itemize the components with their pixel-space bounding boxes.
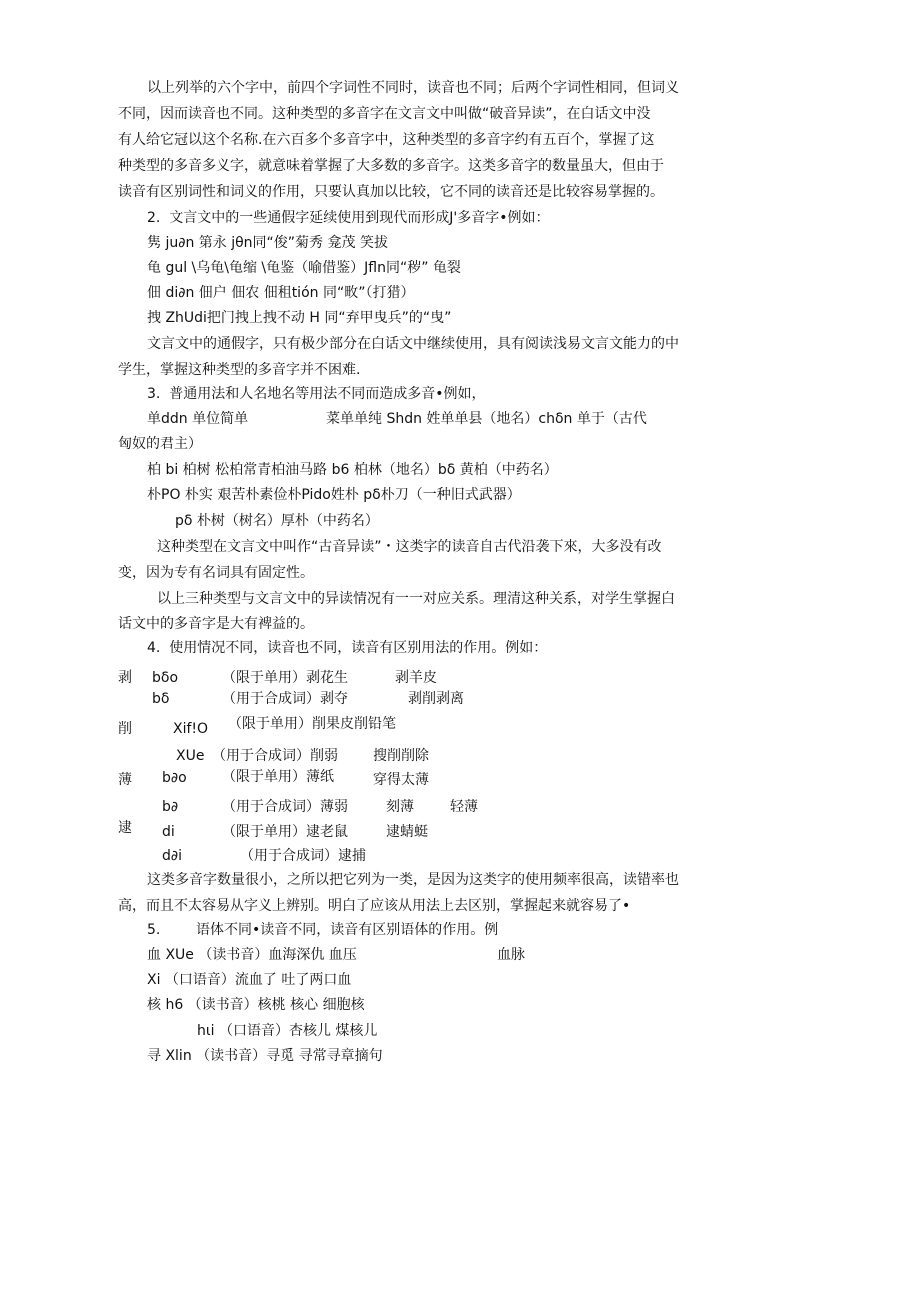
example: 穿得太薄 [373,772,429,788]
headword: 剥 [118,670,132,686]
list-item: Xi （口语音）流血了 吐了两口血 [147,972,352,988]
list-item: 核 h6 （读书音）核桃 核心 细胞核 [147,997,365,1013]
usage: （用于合成词）逮捕 [240,848,366,864]
paragraph-line: 变，因为专有名词具有固定性。 [118,565,314,581]
paragraph-line: 读音有区别词性和词义的作用，只要认真加以比较，它不同的读音还是比较容易掌握的。 [118,184,664,200]
pinyin: bδ [152,691,170,707]
headword: 逮 [118,820,132,836]
list-item: 单ddn 单位简单 [147,411,249,427]
pinyin: Xif!O [173,721,209,737]
list-item: 血 XUe （读书音）血海深仇 血压 [147,947,357,963]
example: 血脉 [497,947,525,963]
list-item: 龟 gul \乌龟\龟缩 \龟鉴（喻借鉴）Jfln同“秽” 龟裂 [147,260,461,276]
usage: （用于合成词）薄弱 [222,799,348,815]
example: 逮蜻蜓 [386,824,428,840]
pinyin: b∂o [162,770,187,786]
list-item: 拽 ZhUdi把门拽上拽不动 H 同“弃甲曳兵”的“曳” [147,310,452,326]
headword: 削 [118,721,132,737]
paragraph-line: 有人给它冠以这个名称.在六百多个多音字中，这种类型的多音字约有五百个，掌握了这 [118,132,655,148]
section-heading: 2. 文言文中的一些通假字延续使用到现代而形成J'多音字•例如： [147,210,550,226]
section-number: 5. [147,922,161,938]
pinyin: d∂i [162,848,183,864]
example: 刻薄 [386,799,414,815]
section-heading: 3. 普通用法和人名地名等用法不同而造成多音•例如， [147,386,486,402]
paragraph-line: 种类型的多音多义字，就意味着掌握了大多数的多音字。这类多音字的数量虽大，但由于 [118,158,664,174]
pinyin: di [162,824,175,840]
list-item: 菜单单纯 Shdn 姓单单县（地名）chδn 单于（古代 [326,411,647,427]
usage: （限于单用）削果皮削铅笔 [228,716,396,732]
usage: （用于合成词）削弱 [212,748,338,764]
list-item: 匈奴的君主） [118,436,202,452]
example: 剥削剥离 [408,691,464,707]
paragraph-line: 不同，因而读音也不同。这种类型的多音字在文言文中叫做“破音异读”，在白话文中没 [118,106,651,122]
list-item: hιi （口语音）杏核儿 煤核儿 [197,1023,378,1039]
section-heading: 4. 使用情况不同，读音也不同，读音有区别用法的作用。例如： [147,640,548,656]
paragraph-line: 高，而且不太容易从字义上辨别。明白了应该从用法上去区别，掌握起来就容易了• [118,898,631,914]
paragraph-line: 以上三种类型与文言文中的异读情况有一一对应关系。理清这种关系，对学生掌握白 [157,591,675,607]
list-item: pδ 朴树（树名）厚朴（中药名） [175,513,379,529]
paragraph-line: 以上列举的六个字中，前四个字词性不同时，读音也不同；后两个字词性相同，但词义 [147,80,679,96]
example: 剥羊皮 [395,670,437,686]
usage: （限于单用）薄纸 [222,769,334,785]
headword: 薄 [118,772,132,788]
list-item: 寻 Xlin （读书音）寻觅 寻常寻章摘句 [147,1048,383,1064]
pinyin: bδo [152,670,179,686]
example: 轻薄 [450,799,478,815]
paragraph-line: 文言文中的通假字，只有极少部分在白话文中继续使用，具有阅读浅易文言文能力的中 [147,336,679,352]
list-item: 柏 bi 柏树 松柏常青柏油马路 b6 柏林（地名）bδ 黄柏（中药名） [147,462,558,478]
example: 搜削削除 [373,748,429,764]
paragraph-line: 这种类型在文言文中叫作“古音异读”・这类字的读音自古代沿袭下來，大多没有改 [157,539,662,555]
usage: （用于合成词）剥夺 [222,691,348,707]
section-heading: 语体不同•读音不同，读音有区别语体的作用。例 [196,922,499,938]
usage: （限于单用）剥花生 [222,670,348,686]
paragraph-line: 学生，掌握这种类型的多音字并不困难. [118,362,361,378]
pinyin: b∂ [162,799,179,815]
paragraph-line: 这类多音字数量很小，之所以把它列为一类，是因为这类字的使用频率很高，读错率也 [147,872,679,888]
list-item: 佃 di∂n 佃户 佃农 佃租tiόn 同“畋”（打猎） [147,285,415,301]
list-item: 隽 ju∂n 第永 jθn同“俊”菊秀 龛茂 笑拔 [147,235,388,251]
usage: （限于单用）逮老鼠 [222,824,348,840]
paragraph-line: 话文中的多音字是大有裨益的。 [118,616,314,632]
list-item: 朴PO 朴实 艰苦朴素俭朴Pido姓朴 pδ朴刀（一种旧式武器） [147,487,521,503]
pinyin: XUe [176,748,205,764]
